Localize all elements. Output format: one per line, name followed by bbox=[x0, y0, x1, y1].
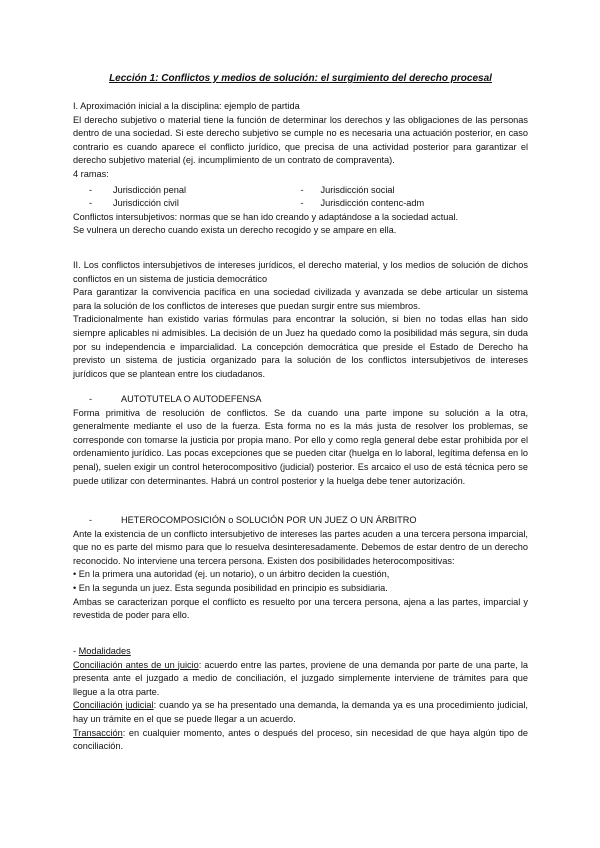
list-item: - Jurisdicción social bbox=[300, 184, 395, 195]
modalidad-term: Conciliación antes de un juicio bbox=[73, 659, 199, 670]
list-item: - Jurisdicción civil bbox=[89, 198, 179, 209]
section-2-paragraph: Tradicionalmente han existido varias fórmulas para encontrar la solución, si bien no todas ellas han sido siempre aplicables ni admisibles. La decisión de un Juez ha quedado como la posibilidad más segura, sin duda por su independencia e imparcialidad. La concepción democrática que preside el Estado de Derecho ha previsto un sistema de justicia organizado para la solución de los conflictos intersubjetivos de intereses jurídicos que se plantean entre los ciudadanos. bbox=[73, 314, 528, 379]
modalidad-item: Transacción: en cualquier momento, antes o después del proceso, sin necesidad de que haya algún tipo de conciliación. bbox=[73, 727, 528, 752]
section-1-line: Conflictos intersubjetivos: normas que se han ido creando y adaptándose a la sociedad actual. bbox=[73, 211, 459, 222]
autotutela-heading: - AUTOTUTELA O AUTODEFENSA bbox=[89, 394, 262, 404]
section-2 bbox=[73, 259, 528, 381]
section-1 bbox=[73, 100, 528, 238]
ramas-list bbox=[73, 184, 528, 211]
modalidad-term: Transacción bbox=[73, 727, 123, 738]
bullet-item: • En la segunda un juez. Esta segunda posibilidad en principio es subsidiaria. bbox=[73, 582, 388, 593]
heterocomposicion-paragraph: Ante la existencia de un conflicto intersubjetivo de intereses las partes acuden a una tercera persona imparcial, que no es parte del mismo para que lo resuelva desinteresadamente. Debemos de estar dentro de un derecho reconocido. No interviene una tercera persona. Existen dos posibilidades heterocompositivas: bbox=[73, 528, 528, 566]
heterocomposicion-section bbox=[73, 514, 528, 623]
modalidad-item: Conciliación antes de un juicio: acuerdo entre las partes, proviene de una demanda por parte de una parte, la presenta ante el juzgado a medio de conciliación, el juzgado simplemente interviene de trámites para que llegue a la otra parte. bbox=[73, 659, 528, 697]
modalidad-item: Conciliación judicial: cuando ya se ha presentado una demanda, la demanda ya es una procedimiento judicial, hay un trámite en el que se puede llegar a un acuerdo. bbox=[73, 700, 528, 724]
list-item: - Jurisdicción penal bbox=[89, 184, 187, 195]
modalidades-heading: - Modalidades bbox=[73, 646, 131, 656]
modalidad-term: Conciliación judicial bbox=[73, 700, 154, 711]
autotutela-paragraph: Forma primitiva de resolución de conflictos. Se da cuando una parte impone su solución a la otra, generalmente mediante el uso de la fuerza. Esta forma no es la más justa de resolver los problemas, se corresponde con tomarse la justicia por propia mano. Por ello y como regla general debe estar prohibida por el ordenamiento jurídico. Las pocas excepciones que se pueden citar (huelga en lo laboral, legítima defensa en lo penal), suelen exigir un control heterocompositivo (judicial) posterior. Es arcaico el uso de está técnica pero se puede utilizar con determinantes. Habrá un control posterior y la huelga debe tener autorización. bbox=[73, 407, 528, 486]
ramas-label: 4 ramas: bbox=[73, 168, 109, 179]
section-1-paragraph: El derecho subjetivo o material tiene la función de determinar los derechos y las obligaciones de las personas dentro de una sociedad. Si este derecho subjetivo se cumple no es necesaria una actuación posterior, en caso contrario es cuando aparece el conflicto jurídico, que precisa de una actividad posterior para garantizar el derecho subjetivo material (ej. incumplimiento de un contrato de compraventa). bbox=[73, 114, 528, 166]
heterocomposicion-heading: - HETEROCOMPOSICIÓN o SOLUCIÓN POR UN JUEZ O UN ÁRBITRO bbox=[89, 515, 417, 525]
section-2-paragraph: Para garantizar la convivencia pacífica en una sociedad civilizada y avanzada se debe articular un sistema para la solución de los conflictos de intereses que puedan surgir entre sus miembros. bbox=[73, 287, 528, 311]
bullet-item: • En la primera una autoridad (ej. un notario), o un árbitro deciden la cuestión, bbox=[73, 569, 390, 580]
modalidades-section bbox=[73, 645, 528, 754]
section-1-heading: I. Aproximación inicial a la disciplina: ejemplo de partida bbox=[73, 101, 300, 111]
section-1-line: Se vulnera un derecho cuando exista un derecho recogido y se ampare en ella. bbox=[73, 225, 397, 236]
heterocomposicion-paragraph: Ambas se caracterizan porque el conflicto es resuelto por una tercera persona, ajena a las partes, imparcial y revestida de poder para ello. bbox=[73, 596, 528, 621]
autotutela-section bbox=[73, 393, 528, 488]
section-2-heading: II. Los conflictos intersubjetivos de intereses jurídicos, el derecho material, y los medios de solución de dichos conflictos en un sistema de justicia democrático bbox=[73, 260, 528, 284]
page-title: Lección 1: Conflictos y medios de solución: el surgimiento del derecho procesal bbox=[109, 73, 492, 84]
list-item: - Jurisdicción contenc-adm bbox=[300, 198, 425, 209]
